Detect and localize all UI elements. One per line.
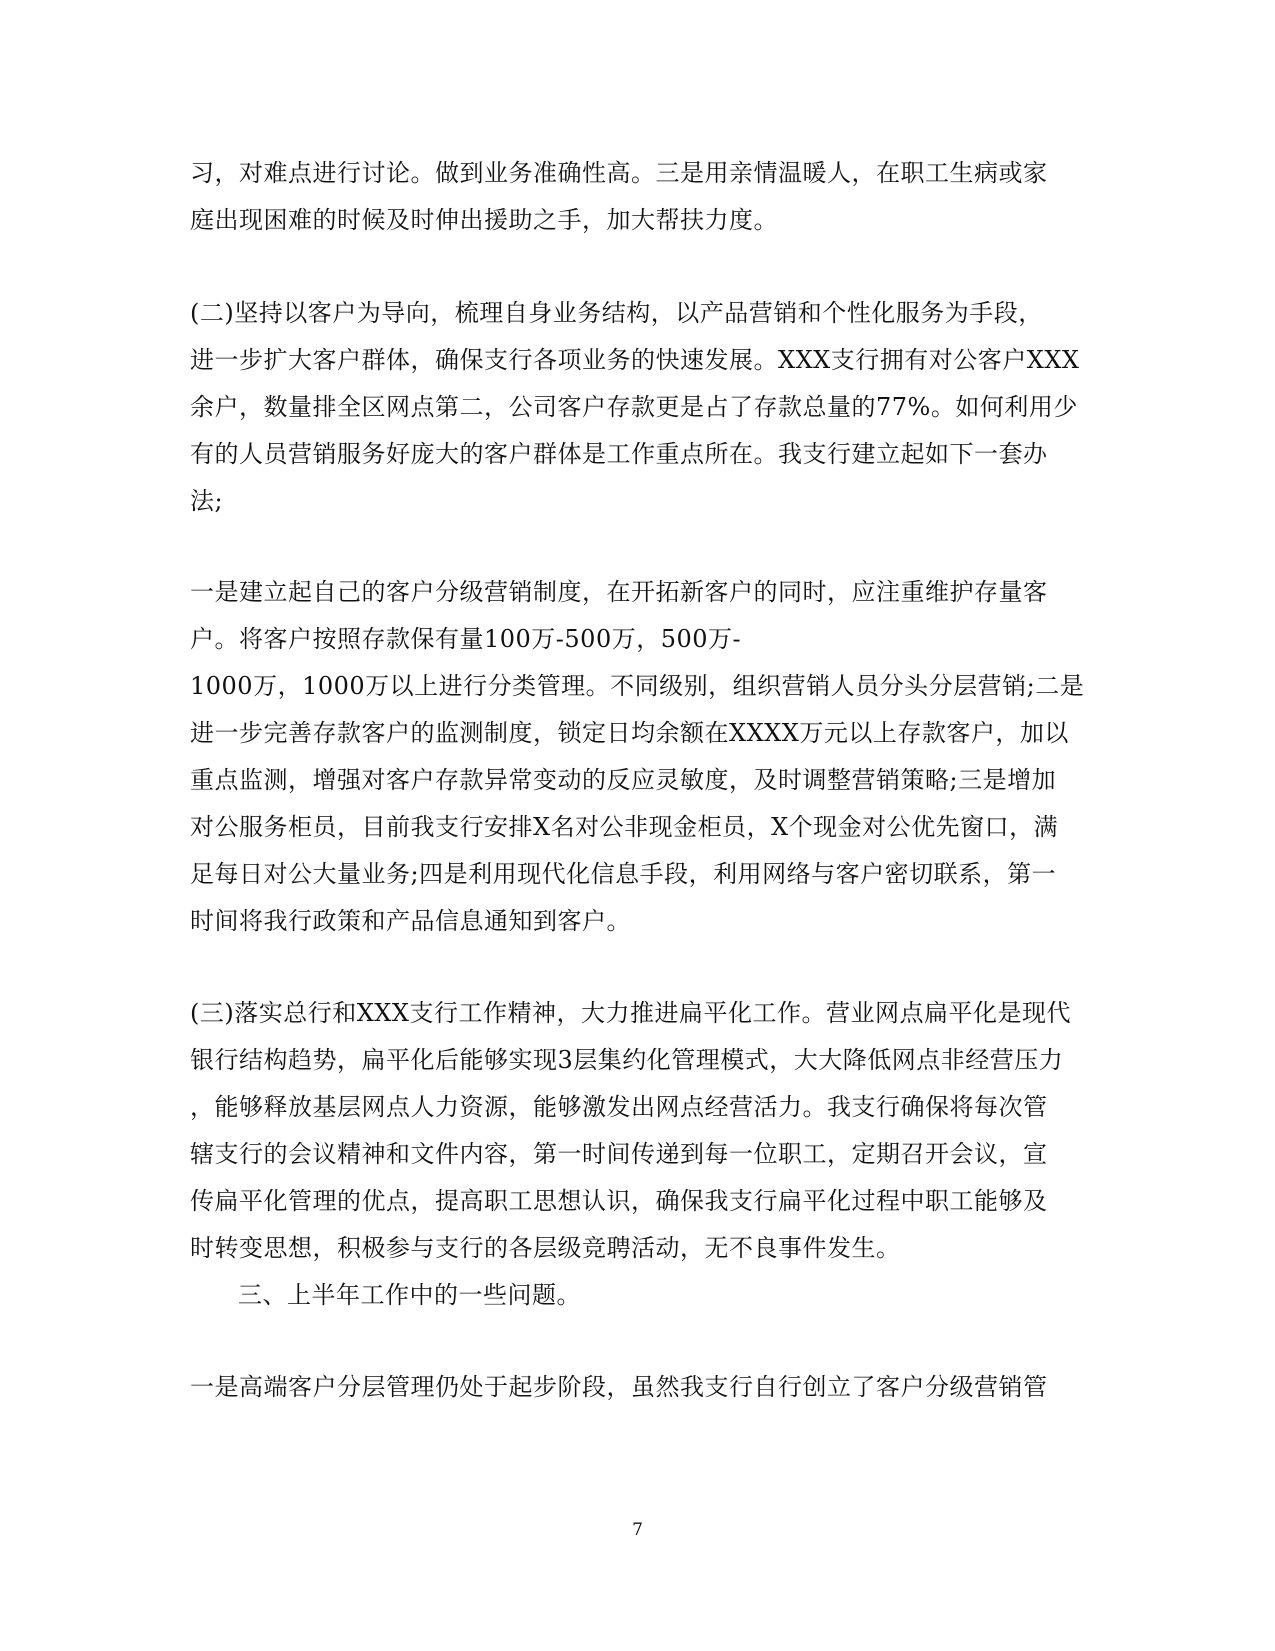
paragraph-line: 习，对难点进行讨论。做到业务准确性高。三是用亲情温暖人，在职工生病或家	[190, 159, 1048, 187]
paragraph-line: 辖支行的会议精神和文件内容，第一时间传递到每一位职工，定期召开会议，宣	[190, 1140, 1048, 1168]
section-heading: 三、上半年工作中的一些问题。	[238, 1281, 581, 1309]
paragraph-line: 进一步完善存款客户的监测制度，锁定日均余额在XXXX万元以上存款客户，加以	[190, 719, 1069, 747]
paragraph-line: 时转变思想，积极参与支行的各层级竞聘活动，无不良事件发生。	[190, 1234, 901, 1262]
paragraph-line: 一是建立起自己的客户分级营销制度，在开拓新客户的同时，应注重维护存量客	[190, 578, 1048, 606]
paragraph-line: 有的人员营销服务好庞大的客户群体是工作重点所在。我支行建立起如下一套办	[190, 440, 1048, 468]
paragraph-line: 传扁平化管理的优点，提高职工思想认识，确保我支行扁平化过程中职工能够及	[190, 1187, 1048, 1215]
paragraph-line: 一是高端客户分层管理仍处于起步阶段，虽然我支行自行创立了客户分级营销管	[190, 1373, 1048, 1401]
paragraph-line: 对公服务柜员，目前我支行安排X名对公非现金柜员，X个现金对公优先窗口，满	[190, 813, 1059, 841]
paragraph-line: 户。将客户按照存款保有量100万-500万，500万-	[190, 625, 742, 653]
paragraph-line: 1000万，1000万以上进行分类管理。不同级别，组织营销人员分头分层营销;二是	[190, 672, 1085, 700]
paragraph-line: 重点监测，增强对客户存款异常变动的反应灵敏度，及时调整营销策略;三是增加	[190, 766, 1057, 794]
paragraph-line: ，能够释放基层网点人力资源，能够激发出网点经营活力。我支行确保将每次管	[190, 1093, 1048, 1121]
paragraph-line: 进一步扩大客户群体，确保支行各项业务的快速发展。XXX支行拥有对公客户XXX	[190, 346, 1080, 374]
paragraph-line: 庭出现困难的时候及时伸出援助之手，加大帮扶力度。	[190, 206, 778, 234]
paragraph-line: 银行结构趋势，扁平化后能够实现3层集约化管理模式，大大降低网点非经营压力	[190, 1046, 1064, 1074]
paragraph-line: (二)坚持以客户为导向，梳理自身业务结构，以产品营销和个性化服务为手段，	[190, 299, 1043, 327]
page-number: 7	[632, 1520, 643, 1540]
paragraph-line: 法;	[190, 487, 224, 515]
paragraph-line: 足每日对公大量业务;四是利用现代化信息手段，利用网络与客户密切联系，第一	[190, 860, 1057, 888]
paragraph-line: 时间将我行政策和产品信息通知到客户。	[190, 907, 631, 935]
paragraph-line: (三)落实总行和XXX支行工作精神，大力推进扁平化工作。营业网点扁平化是现代	[190, 999, 1071, 1027]
paragraph-line: 余户，数量排全区网点第二，公司客户存款更是占了存款总量的77%。如何利用少	[190, 393, 1078, 421]
